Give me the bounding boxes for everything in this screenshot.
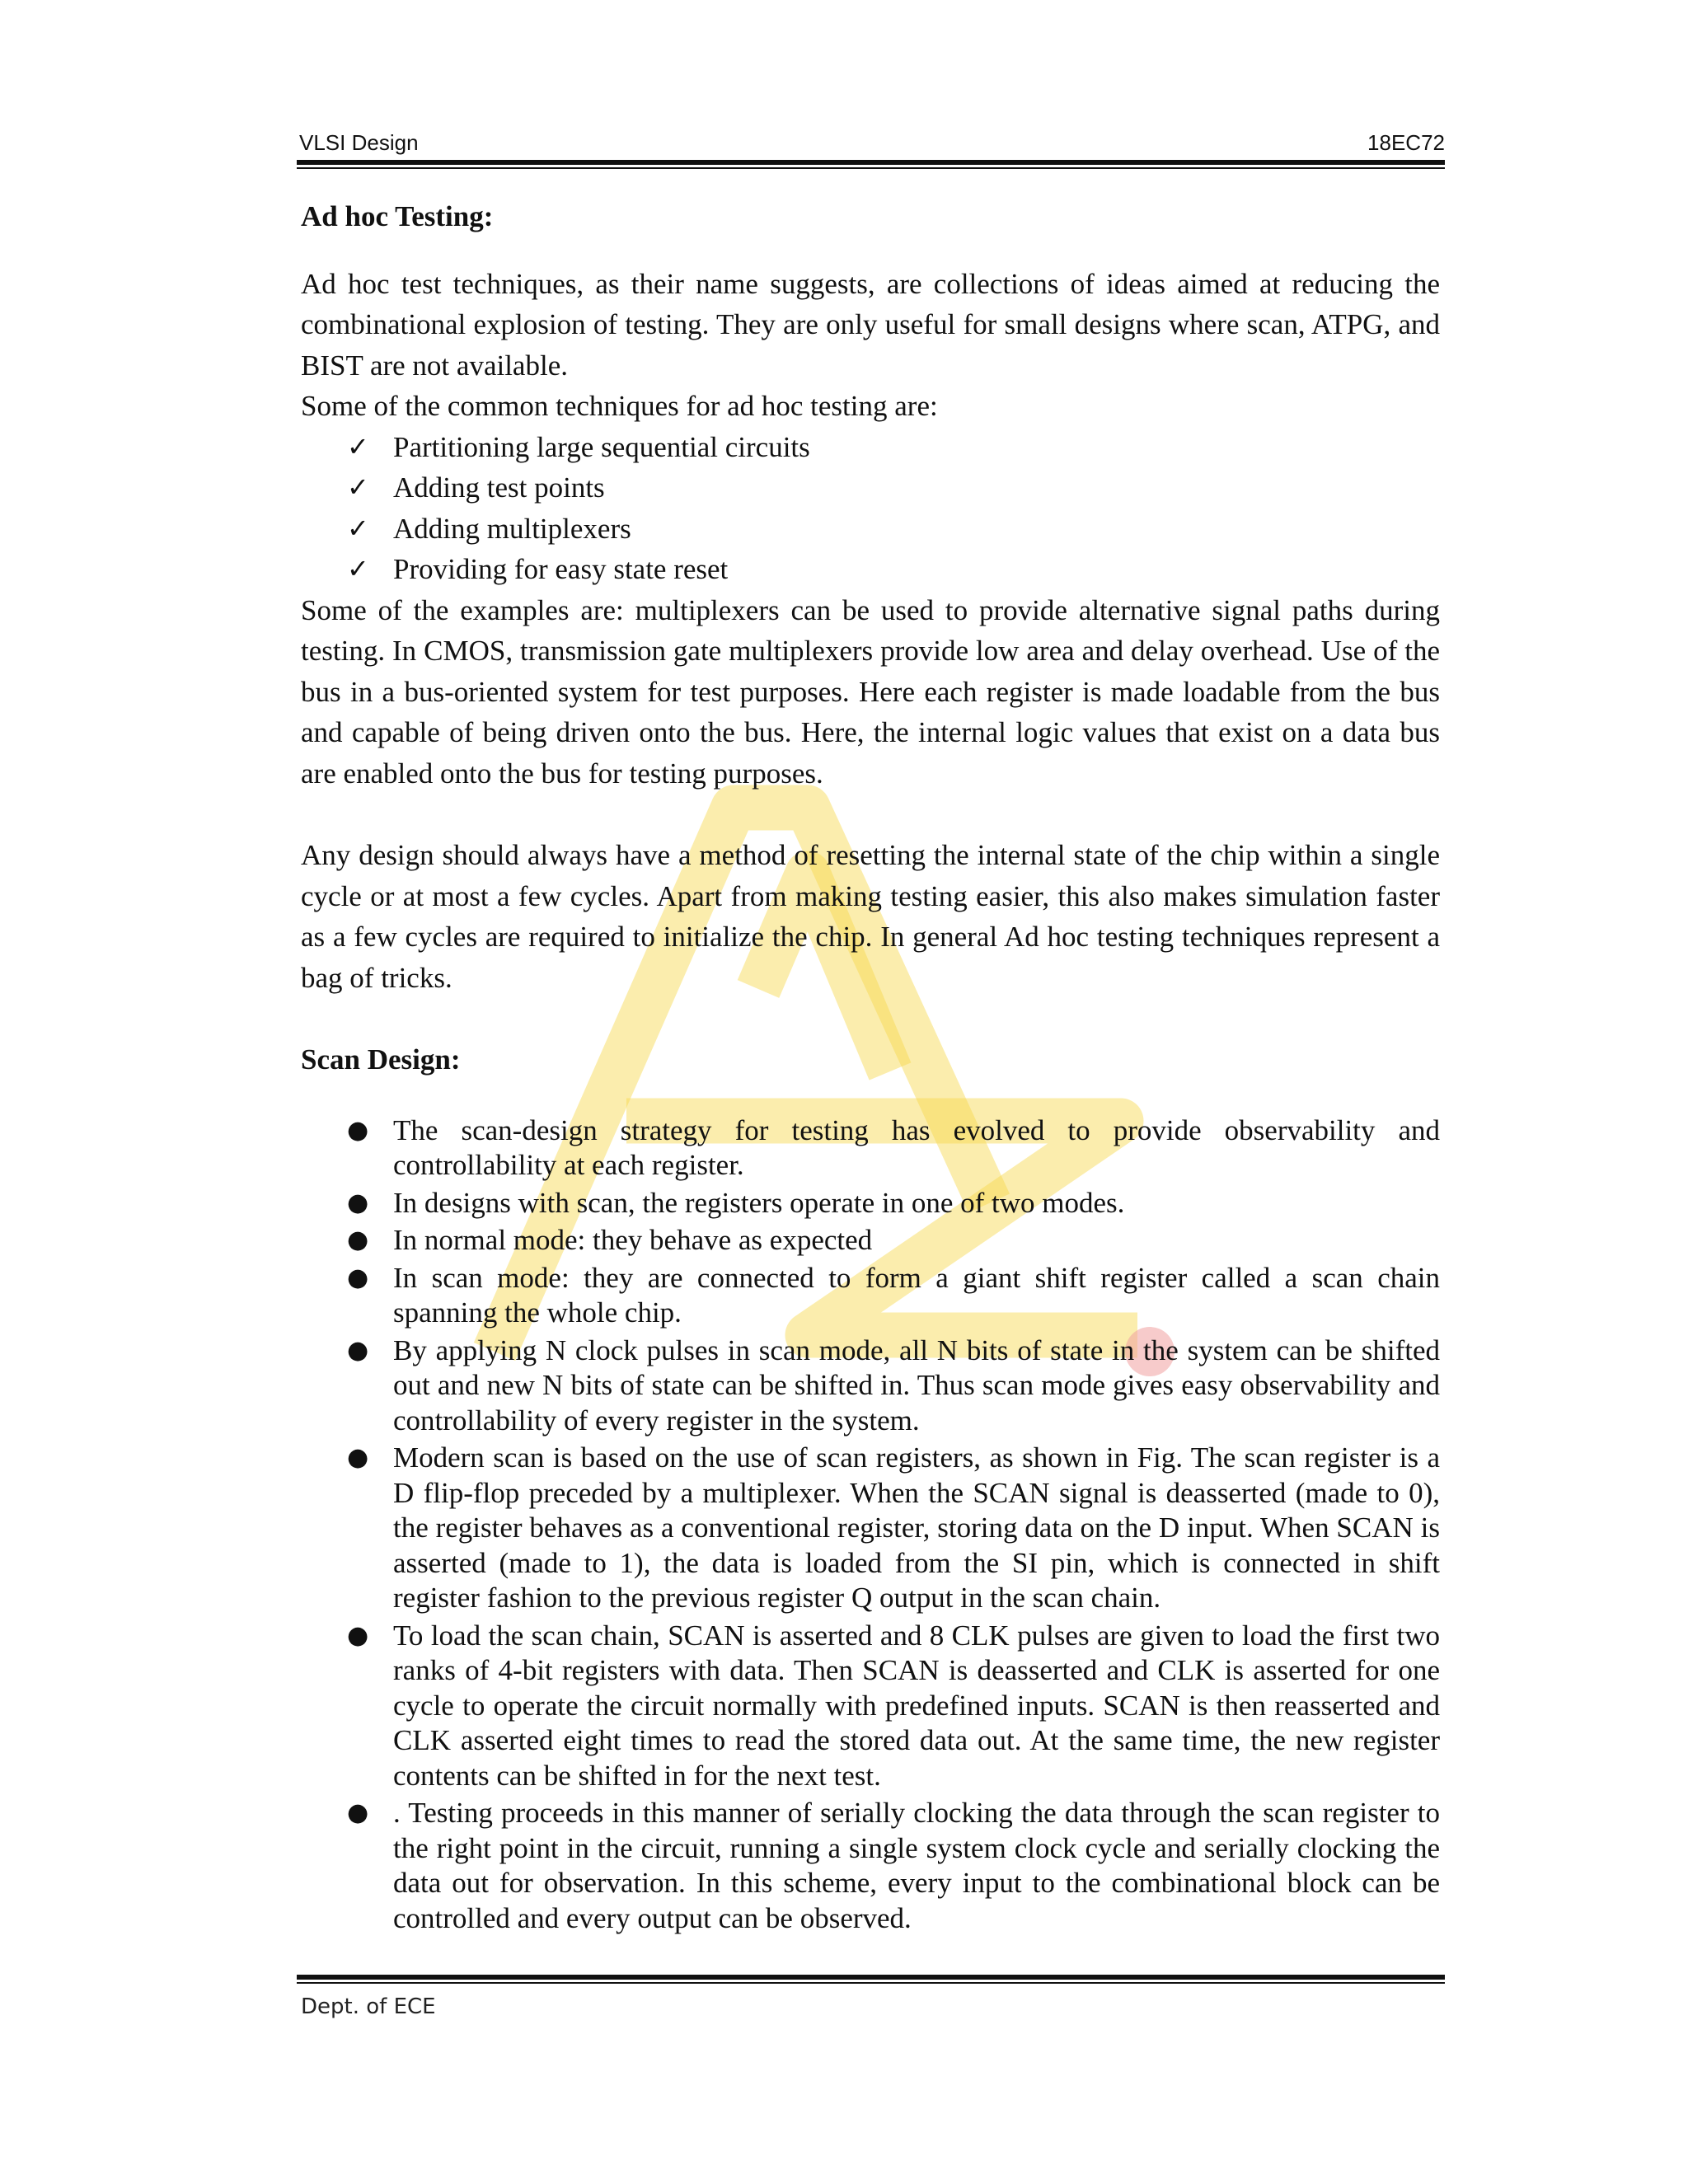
header-course-title: VLSI Design xyxy=(299,130,419,155)
bullet-icon: ● xyxy=(347,1335,369,1365)
adhoc-technique-list xyxy=(301,427,1440,590)
page-header xyxy=(299,130,1445,163)
bullet-icon: ● xyxy=(347,1226,369,1254)
list-item: ● The scan-design strategy for testing has evolved to provide observability and controllability at each register. xyxy=(347,1113,1440,1181)
bullet-icon: ● xyxy=(347,1443,369,1472)
bullet-icon: ● xyxy=(347,1798,369,1827)
footer-rule-thin xyxy=(297,1982,1445,1984)
footer-rule xyxy=(297,1975,1445,1980)
section-heading-scan: Scan Design: xyxy=(301,1043,461,1076)
list-item: ● In normal mode: they behave as expected xyxy=(347,1223,1440,1258)
adhoc-examples: Some of the examples are: multiplexers can be used to provide alternative signal paths during testing. In CMOS, transmission gate multiplexers provide low area and delay overhead. Use of the bus in a bus-oriented system for test purposes. Here each register is made loadable from the bus and capable of being driven onto the bus. Here, the internal logic values that exist on a data bus are enabled onto the bus for testing purposes. xyxy=(301,593,1440,790)
list-item: ● To load the scan chain, SCAN is asserted and 8 CLK pulses are given to load the first two ranks of 4-bit registers with data. Then SCAN is deasserted and CLK is asserted for one cycle to operate the circuit normally with predefined inputs. SCAN is then reasserted and CLK asserted eight times to read the stored data out. At the same time, the new register contents can be shifted in for the next test. xyxy=(347,1619,1440,1792)
list-item: ✓ Adding test points xyxy=(347,467,1440,509)
header-rule xyxy=(297,160,1445,165)
page-footer: Dept. of ECE xyxy=(301,1994,436,2019)
list-item: ● In designs with scan, the registers operate in one of two modes. xyxy=(347,1186,1440,1221)
list-item: ✓ Providing for easy state reset xyxy=(347,549,1440,590)
list-item: ● Modern scan is based on the use of scan registers, as shown in Fig. The scan register is a D flip-flop preceded by a multiplexer. When the SCAN signal is deasserted (made to 0), the register behaves as a conventional register, storing data on the D input. When SCAN is asserted (made to 1), the data is loaded from the SI pin, which is connected in shift register fashion to the previous register Q output in the scan chain. xyxy=(347,1441,1440,1614)
page-body xyxy=(301,196,1440,1938)
bullet-icon: ● xyxy=(347,1263,369,1292)
header-course-code: 18EC72 xyxy=(1367,130,1445,155)
header-rule-thin xyxy=(297,167,1445,169)
bullet-icon: ● xyxy=(347,1115,369,1145)
list-item: ● In scan mode: they are connected to form a giant shift register called a scan chain spanning the whole chip. xyxy=(347,1261,1440,1329)
list-item: ● . Testing proceeds in this manner of serially clocking the data through the scan register to the right point in the circuit, running a single system clock cycle and serially clocking the data out for observation. In this scheme, every input to the combinational block can be controlled and every output can be observed. xyxy=(347,1797,1440,1934)
bullet-icon: ● xyxy=(347,1188,369,1217)
check-icon: ✓ xyxy=(347,471,369,503)
check-icon: ✓ xyxy=(347,512,369,544)
adhoc-lead: Some of the common techniques for ad hoc testing are: xyxy=(301,390,938,422)
bullet-icon: ● xyxy=(347,1620,369,1650)
check-icon: ✓ xyxy=(347,553,369,584)
adhoc-reset: Any design should always have a method of resetting the internal state of the chip within a single cycle or at most a few cycles. Apart from making testing easier, this also makes simulation faster as a few cycles are required to initialize the chip. In general Ad hoc testing techniques represent a bag of tricks. xyxy=(301,839,1440,994)
list-item: ✓ Partitioning large sequential circuits xyxy=(347,427,1440,468)
section-heading-adhoc: Ad hoc Testing: xyxy=(301,200,494,232)
check-icon: ✓ xyxy=(347,430,369,462)
list-item: ✓ Adding multiplexers xyxy=(347,509,1440,550)
list-item: ● By applying N clock pulses in scan mode, all N bits of state in the system can be shifted out and new N bits of state can be shifted in. Thus scan mode gives easy observability and controllability of every register in the system. xyxy=(347,1333,1440,1436)
scan-point-list xyxy=(301,1113,1440,1937)
adhoc-intro: Ad hoc test techniques, as their name suggests, are collections of ideas aimed at reducing the combinational explosion of testing. They are only useful for small designs where scan, ATPG, and BIST are not available. xyxy=(301,267,1440,382)
